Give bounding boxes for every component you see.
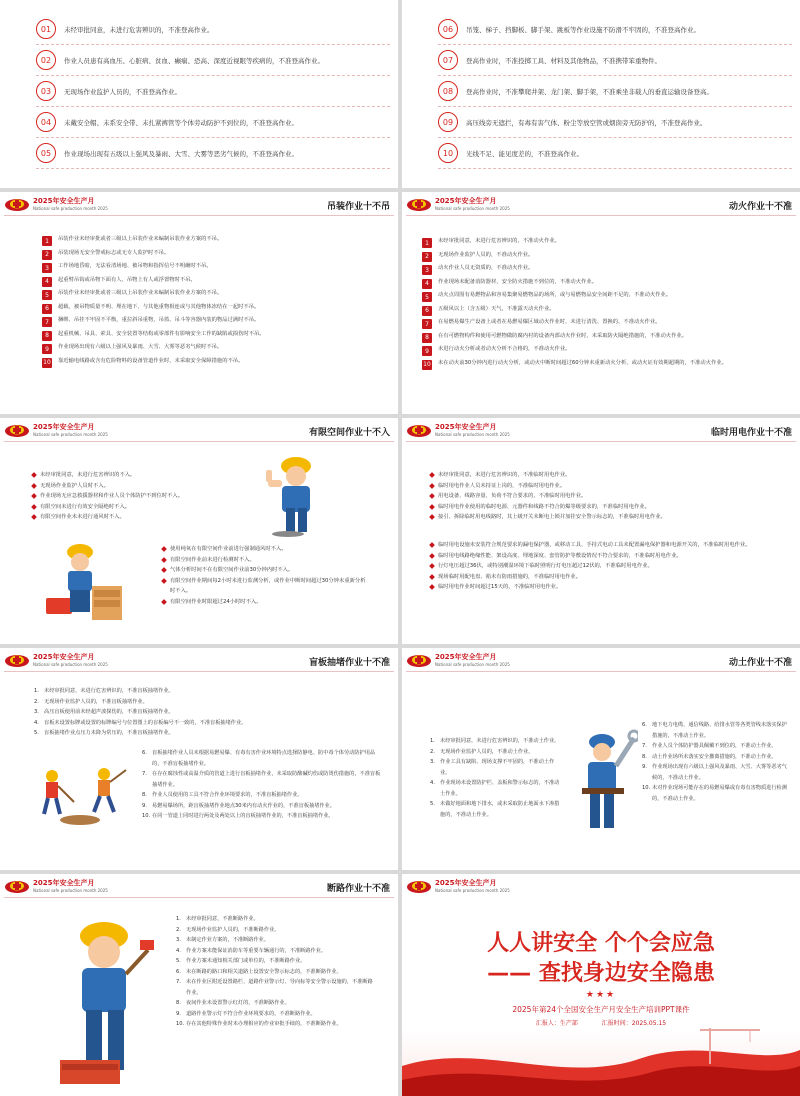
list-item (34, 707, 384, 718)
temp-power-rules-list-b (428, 540, 788, 593)
number-badge: 10 (43, 359, 51, 366)
slide-header (402, 418, 800, 442)
safety-logo-icon (406, 878, 432, 894)
list-item (42, 250, 392, 264)
rule-text: 易燃易爆场所，距盲板抽堵作业地点30米内有动火作业的，不准盲板抽堵作业。 (152, 802, 335, 809)
list-item (438, 45, 792, 76)
item-number: 4. (176, 947, 181, 954)
slide-header (0, 192, 398, 216)
list-item (422, 265, 794, 279)
safety-logo-icon (4, 652, 30, 668)
list-item (34, 718, 384, 729)
rule-text: 工作场地昏暗，无法看清场地、被吊物和指挥信号不明确时不吊。 (58, 263, 212, 269)
list-item (438, 76, 792, 107)
workers-digging-icon (34, 766, 134, 826)
list-item (34, 697, 384, 708)
safety-logo-icon (4, 878, 30, 894)
list-item (422, 306, 794, 320)
circle-number: 09 (438, 112, 458, 132)
circle-number: 06 (438, 19, 458, 39)
closing-slogan-line1: 人人讲安全 个个会应急 (487, 931, 715, 956)
header-subtitle: National safe production month 2025 (435, 888, 510, 893)
circle-number: 03 (36, 81, 56, 101)
number-badge: 3 (42, 263, 52, 273)
slide-header (402, 192, 800, 216)
rule-text: 在存在腐蚀性或高温介质的管道上进行盲板抽堵作业，未采取防酸碱灼伤或防烫伤措施的，不准盲板抽堵作业。 (152, 771, 381, 788)
number-badge: 5 (42, 290, 52, 300)
list-item: 气体分析时间不在有限空间作业前30分钟内时不入。 (160, 565, 370, 576)
list-item (430, 747, 560, 758)
list-item (42, 331, 392, 345)
list-item (176, 1019, 376, 1030)
rule-text: 作业现场出现有六级以上强风及暴雨、大雪、大雾等恶劣气候的，不准动土作业。 (652, 764, 787, 781)
item-number: 6. (142, 750, 147, 756)
rule-text: 五级风以上（含五级）天气，不准露天动火作业。 (438, 305, 555, 312)
rule-text: 未经审批同意，不准断路作业。 (186, 916, 259, 922)
item-number: 9. (642, 764, 647, 770)
rule-text: 无现场作业监护人员的，不准断路作业。 (186, 926, 280, 933)
safety-logo-icon (406, 196, 432, 212)
slide-header (402, 648, 800, 672)
list-item: 临时用电设施未安装符合规范要求的漏电保护器，或移动工具、手持式电动工具未配置漏电保护器和电源开关的，不准临时用电作业。 (428, 540, 788, 551)
list-item (176, 1009, 376, 1020)
slide-header (0, 418, 398, 442)
safety-logo-icon (406, 422, 432, 438)
header-title: 2025年安全生产月 (33, 879, 95, 887)
number-badge: 8 (42, 331, 52, 341)
list-item (422, 360, 794, 374)
item-number: 5. (34, 730, 39, 736)
list-item (422, 333, 794, 347)
list-item (42, 304, 392, 318)
rule-text: 吊笼、梯子、挡脚板、脚手架、跳板等作业设施不防滑不牢固的，不准登高作业。 (466, 25, 700, 34)
blind-plate-rules-list-a (34, 686, 384, 739)
number-badge: 10 (423, 361, 431, 368)
rule-text: 未制定作业方案的，不准断路作业。 (186, 937, 270, 943)
rule-text: 道路作业警示灯不符合作业环境要求的，不准断路作业。 (186, 1010, 316, 1017)
slide-height-rules-1 (0, 0, 398, 188)
item-number: 1. (430, 738, 435, 744)
rule-text: 未在断路的路口和相关道路上设置安全警示标志的，不准断路作业。 (186, 968, 342, 975)
excavation-rules-list-b (642, 720, 792, 804)
circle-number: 10 (438, 143, 458, 163)
item-number: 2. (34, 698, 39, 705)
rule-text: 地下电力电缆、通信线路、给排水管等各类管线未落实保护措施的，不准动土作业。 (652, 722, 787, 739)
rule-text: 动土作业场所未落实安全撤离措施的，不准动土作业。 (652, 753, 777, 760)
item-number: 3. (176, 937, 181, 943)
number-badge: 4 (422, 279, 432, 289)
list-item: 有限空间作业时限超过24小时时不入。 (160, 597, 370, 608)
item-number: 1. (176, 916, 181, 922)
list-item (42, 277, 392, 291)
slide-road-closure-rules (0, 874, 398, 1096)
circle-number: 01 (36, 19, 56, 39)
list-item (438, 14, 792, 45)
list-item (422, 238, 794, 252)
hotwork-rules-list (422, 238, 794, 373)
reporter-label: 汇报人：生产部 (535, 1020, 578, 1027)
list-item: 使用纯氧在有限空间作业前进行强制通风时不入。 (160, 544, 370, 555)
list-item: 未经审批同意，未进行危害辨识的不入。 (30, 470, 290, 481)
worker-hammer-icon (56, 910, 156, 1090)
star-divider: ★★★ (585, 990, 617, 1000)
rule-text: 登高作业时，不准投掷工具、材料及其他物品，不准携带笨重物件。 (466, 56, 661, 65)
header-divider (406, 671, 796, 672)
list-item: 行灯电压超过36伏，或特别潮湿环境下临时照明行灯电压超过12伏的，不准临时用电作业。 (428, 561, 788, 572)
list-item (642, 741, 792, 752)
rule-text: 起重臂吊钩或吊物下面有人、吊物上有人或浮置物时不吊。 (58, 276, 196, 283)
rule-text: 捆绑、吊挂不牢固不平衡，重拉斜吊重物，吊篮、吊斗等容器内装的物品过满时不吊。 (58, 317, 260, 323)
rule-text: 高压盲板使用前未经超声波探伤的，不准盲板抽堵作业。 (44, 709, 174, 715)
number-badge: 4 (42, 277, 52, 287)
list-item (34, 728, 384, 739)
item-number: 6. (642, 722, 647, 728)
list-item (36, 138, 390, 169)
list-item (176, 925, 376, 936)
rule-text: 作业方案未通知相关部门或单位的，不准断路作业。 (186, 958, 306, 964)
temp-power-rules-list-a (428, 470, 788, 523)
number-badge: 5 (422, 292, 432, 302)
slide-height-rules-2 (402, 0, 800, 188)
list-item: 现场临时用配电盘、箱未有防雨措施的，不准临时用电作业。 (428, 572, 788, 583)
rule-text: 在易燃易爆生产设备上或者在易燃易爆区域动火作业时，未进行清洗、置换的，不准动火作业。 (438, 319, 661, 325)
rule-text: 未经审批同意，未进行危害辨识的，不准动火作业。 (438, 238, 560, 244)
list-item (142, 811, 382, 822)
crane-silhouette-icon (700, 1024, 770, 1064)
list-item (42, 358, 392, 372)
worker-wrench-icon (568, 728, 638, 838)
list-item (430, 757, 560, 778)
item-number: 7. (176, 979, 181, 985)
blind-plate-rules-list-b (142, 748, 382, 822)
rule-text: 无现场作业监护人员的，不准登高作业。 (64, 87, 181, 96)
list-item (176, 914, 376, 925)
list-item (142, 790, 382, 801)
rule-text: 未戴安全帽、未系安全带、未扎紧裤管等个体劳动防护不到位的，不准登高作业。 (64, 118, 298, 127)
list-item (42, 290, 392, 304)
confined-rules-list-a (30, 470, 290, 523)
item-number: 6. (176, 968, 181, 975)
rule-text: 吊装现场无安全警戒标志或无专人监护时不吊。 (58, 249, 170, 256)
number-badge: 9 (42, 344, 52, 354)
header-title: 2025年安全生产月 (435, 653, 497, 661)
item-number: 8. (642, 753, 647, 760)
date-label: 汇报时间：2025.05.15 (601, 1020, 667, 1027)
rule-text: 在有可燃物构件和使用可燃物做防腐内衬的设备内部动火作业时，未采取防火隔绝措施的，不准动火作业。 (438, 332, 687, 339)
header-subtitle: National safe production month 2025 (435, 432, 510, 437)
item-number: 7. (642, 743, 647, 749)
rule-text: 超载，被吊物质量不明、埋在地下、与其他重物相连或与其他物体冻结在一起时不吊。 (58, 303, 260, 310)
list-item (642, 752, 792, 763)
list-item: 临时用电作业使用的临时电源、元器件和线路不符合防爆等级要求的，不准临时用电作业。 (428, 502, 788, 513)
list-item (36, 107, 390, 138)
number-badge: 6 (422, 306, 432, 316)
header-divider (406, 215, 796, 216)
header-divider (406, 441, 796, 442)
list-item (34, 686, 384, 697)
list-item (642, 762, 792, 783)
number-badge: 7 (42, 317, 52, 327)
list-item (36, 45, 390, 76)
rule-text: 作业现场出现有五级以上强风及暴雨、大雪、大雾等恶劣气候的，不准登高作业。 (64, 149, 298, 158)
header-title: 2025年安全生产月 (33, 197, 95, 205)
rule-text: 夜间作业未设置警示红灯的，不准断路作业。 (186, 1000, 290, 1006)
header-divider (4, 215, 394, 216)
number-badge: 1 (422, 238, 432, 248)
list-item: 临时用电作业时间超过15天的，不准临时用电作业。 (428, 582, 788, 593)
rule-text: 靠近输电线路或含有危险物料的设备管道作业时，未采取安全保障措施的不吊。 (58, 357, 244, 364)
item-number: 5. (176, 958, 181, 964)
circle-number: 02 (36, 50, 56, 70)
item-number: 10. (176, 1021, 185, 1027)
closing-slogan-line2: —— 查找身边安全隐患 (487, 961, 715, 986)
rule-text: 动火点周围有易燃物品和容易集聚易燃物品的场所，或与易燃物品安全间距不足的，不准动火作业。 (438, 292, 672, 298)
worker-crouching-icon (40, 538, 130, 628)
list-item (438, 138, 792, 169)
header-divider (4, 671, 394, 672)
slide-heading: 断路作业十不准 (326, 884, 390, 894)
worker-thumbs-up-icon (258, 448, 328, 538)
rule-text: 未对作业现场可能存在的易燃易爆或有毒有害物质进行检测的，不准动土作业。 (652, 785, 787, 802)
rule-text: 作业方案未能保证消防车等重要车辆通行的，不准断路作业。 (186, 947, 327, 954)
header-title: 2025年安全生产月 (33, 653, 95, 661)
list-item: 有限空间未进行有效安全隔绝时不入。 (30, 502, 290, 513)
item-number: 10. (142, 813, 151, 819)
rule-text: 作业工具有缺陷、现场支撑不牢固的，不准动土作业。 (440, 759, 555, 776)
lifting-rules-list (42, 236, 392, 371)
slide-heading: 动土作业十不准 (728, 658, 792, 668)
rule-text: 未做好地面和地下排水，或未采取防止地面水下渗措施的，不准动土作业。 (440, 801, 560, 818)
list-item (176, 956, 376, 967)
rule-text: 存在其他特殊作业时未办理相应的作业审批手续的，不准断路作业。 (186, 1021, 342, 1027)
header-title: 2025年安全生产月 (435, 423, 497, 431)
list-item: 有限空间作业期间每2小时未进行监测分析，或作业中断时间超过30分钟未重新分析时不入。 (160, 576, 370, 597)
number-badge: 8 (422, 333, 432, 343)
list-item (142, 769, 382, 790)
list-item (142, 748, 382, 769)
list-item (36, 14, 390, 45)
rule-text: 未经审批同意，未进行危害辨识的，不准盲板抽堵作业。 (44, 688, 174, 694)
header-subtitle: National safe production month 2025 (435, 662, 510, 667)
list-item (430, 778, 560, 799)
slide-excavation-rules (402, 648, 800, 870)
rule-text: 未经审批同意，未进行危害辨识的，不准动土作业。 (440, 738, 560, 744)
number-badge: 9 (422, 346, 432, 356)
list-item: 临时用电线路绝缘性能、架设高度、埋地深度、套管防护等敷设情况不符合要求的，不准临时用电作业。 (428, 551, 788, 562)
list-item (176, 946, 376, 957)
rule-text: 作业现场未设置防护栏、盖板和警示标志的，不准动土作业。 (440, 780, 560, 797)
list-item (36, 76, 390, 107)
header-title: 2025年安全生产月 (435, 197, 497, 205)
list-item (176, 935, 376, 946)
safety-logo-icon (406, 652, 432, 668)
rule-text: 未在作业区附近设置路栏、道路作业警示灯、导向标等安全警示设施的，不准断路作业。 (186, 979, 373, 996)
list-item: 临时用电作业人员未持证上岗的，不准临时用电作业。 (428, 481, 788, 492)
item-number: 2. (176, 926, 181, 933)
item-number: 10. (642, 785, 651, 791)
list-item (176, 967, 376, 978)
item-number: 7. (142, 771, 147, 777)
list-item (642, 720, 792, 741)
header-subtitle: National safe production month 2025 (33, 662, 108, 667)
slide-heading: 盲板抽堵作业十不准 (308, 658, 390, 668)
rule-text: 作业人员患有高血压、心脏病、贫血、癫痫、恐高、深度近视眼等疾病的，不准登高作业。 (64, 56, 324, 65)
header-subtitle: National safe production month 2025 (435, 206, 510, 211)
excavation-rules-list-a (430, 736, 560, 820)
number-badge: 6 (42, 304, 52, 314)
item-number: 8. (142, 792, 147, 798)
number-badge: 3 (422, 265, 432, 275)
rule-text: 吊装作业未经审批或者三级以上吊装作业未编制吊装作业方案的不吊。 (58, 290, 223, 296)
list-item (176, 998, 376, 1009)
list-item: 未经审批同意，未进行危害辨识的，不准临时用电作业。 (428, 470, 788, 481)
item-number: 4. (430, 780, 435, 786)
header-subtitle: National safe production month 2025 (33, 888, 108, 893)
item-number: 2. (430, 748, 435, 755)
circle-number: 07 (438, 50, 458, 70)
list-item: 用电设备、线路容量、负荷不符合要求的，不准临时用电作业。 (428, 491, 788, 502)
slide-confined-space-rules (0, 418, 398, 644)
header-subtitle: National safe production month 2025 (33, 432, 108, 437)
list-item (42, 317, 392, 331)
slide-heading: 临时用电作业十不准 (710, 428, 792, 438)
rule-text: 作业人员个体防护器具佩戴不到位的，不准动土作业。 (652, 743, 777, 749)
list-item (430, 799, 560, 820)
item-number: 4. (34, 719, 39, 726)
slide-temp-power-rules (402, 418, 800, 644)
slide-closing (402, 874, 800, 1096)
list-item (176, 977, 376, 998)
list-item: 有限空间作业未未进行通风时不入。 (30, 512, 290, 523)
circle-number: 08 (438, 81, 458, 101)
rule-text: 未在动火前30分钟内进行动火分析，或动火中断时间超过60分钟未重新动火分析，或动火证有效期超期的，不准动火作业。 (438, 359, 727, 366)
list-item (142, 801, 382, 812)
list-item (422, 279, 794, 293)
list-item: 接引、拆除临时用电线路时，其上级开关未断电上锁并加挂安全警示标志的，不准临时用电作业。 (428, 512, 788, 523)
rule-text: 盲板抽堵作业点压力未降为常压的，不准盲板抽堵作业。 (44, 730, 174, 736)
slide-header (0, 648, 398, 672)
slide-header (0, 874, 398, 898)
safety-logo-icon (4, 196, 30, 212)
slide-blind-plate-rules (0, 648, 398, 870)
header-title: 2025年安全生产月 (33, 423, 95, 431)
rule-text: 无现场作业监护人员的，不准盲板抽堵作业。 (44, 698, 148, 705)
list-item (642, 783, 792, 804)
slide-lifting-rules (0, 192, 398, 414)
list-item (422, 292, 794, 306)
rule-text: 登高作业时，不准攀爬井架、龙门架、脚手架，不准乘坐非载人的垂直运输设备登高。 (466, 87, 713, 96)
slide-header (402, 874, 800, 898)
rule-text: 盲板抽堵作业人员未根据易燃易爆、有毒有害作业环境特点选择防静电、防中毒个体劳动防护用品的，不准盲板抽堵作业。 (152, 750, 376, 767)
item-number: 1. (34, 688, 39, 694)
rule-text: 动火作业人员无资质的，不准动火作业。 (438, 265, 534, 271)
rule-text: 无现场作业监护人员的，不准动火作业。 (438, 251, 534, 258)
list-item: 作业现场无应急救援器材和作业人员个体防护不到位时不入。 (30, 491, 290, 502)
number-badge: 2 (422, 252, 432, 262)
item-number: 8. (176, 1000, 181, 1006)
list-item (422, 319, 794, 333)
slide-heading: 有限空间作业十不入 (308, 428, 390, 438)
circle-number: 05 (36, 143, 56, 163)
item-number: 3. (430, 759, 435, 765)
slide-heading: 吊装作业十不吊 (326, 202, 390, 212)
number-badge: 7 (422, 319, 432, 329)
list-item (42, 263, 392, 277)
header-divider (4, 441, 394, 442)
slide-heading: 动火作业十不准 (728, 202, 792, 212)
rule-text: 作业人员使用的工具不符合作业环境要求的，不准盲板抽堵作业。 (152, 792, 303, 798)
rule-text: 作业现场出现有六级以上强风及暴雨、大雪、大雾等恶劣气候时不吊。 (58, 344, 223, 350)
item-number: 5. (430, 801, 435, 807)
rule-text: 未经审批同意，未进行危害辨识的，不准登高作业。 (64, 25, 214, 34)
item-number: 3. (34, 709, 39, 715)
rule-text: 盲板未设置标牌或设置的标牌编号与位置图上的盲板编号不一致的，不准盲板抽堵作业。 (44, 719, 247, 726)
item-number: 9. (142, 802, 147, 809)
header-divider (4, 897, 394, 898)
slide-hotwork-rules (402, 192, 800, 414)
height-rules-list-1 (36, 14, 390, 169)
list-item (422, 346, 794, 360)
list-item (422, 252, 794, 266)
item-number: 9. (176, 1010, 181, 1017)
safety-logo-icon (4, 422, 30, 438)
rule-text: 未进行动火分析或者动火分析不合格的，不准动火作业。 (438, 346, 571, 352)
closing-subtitle: 2025年第24个全国安全生产月安全生产培训PPT课件 (512, 1005, 690, 1014)
rule-text: 吊装作业未经审批或者三级以上吊装作业未编制吊装作业方案的不吊。 (58, 236, 223, 242)
road-closure-rules-list (176, 914, 376, 1030)
header-title: 2025年安全生产月 (435, 879, 497, 887)
list-item (430, 736, 560, 747)
rule-text: 起重机械、吊具、索具、安全装置等结构或零部件有影响安全工作的缺陷或损伤时不吊。 (58, 330, 265, 337)
list-item (42, 236, 392, 250)
confined-rules-list-b (160, 544, 370, 607)
rule-text: 高压线旁无遮拦，有毒有害气体、粉尘等放空管或烟囱旁无防护的，不准登高作业。 (466, 118, 707, 127)
list-item: 无现场作业监护人员时不入。 (30, 481, 290, 492)
header-subtitle: National safe production month 2025 (33, 206, 108, 211)
rule-text: 在同一管道上同时进行两处及两处以上的盲板抽堵作业的，不准盲板抽堵作业。 (152, 813, 334, 819)
number-badge: 2 (42, 250, 52, 260)
list-item (438, 107, 792, 138)
height-rules-list-2 (438, 14, 792, 169)
rule-text: 作业现场未配备消防器材，安全防火措施不到位的，不准动火作业。 (438, 278, 597, 285)
rule-text: 光线不足、能见度差的，不准登高作业。 (466, 149, 583, 158)
list-item: 有限空间作业前未进行检测时不入。 (160, 555, 370, 566)
rule-text: 无现场作业监护人员的，不准动土作业。 (440, 748, 534, 755)
circle-number: 04 (36, 112, 56, 132)
list-item (42, 344, 392, 358)
number-badge: 1 (42, 236, 52, 246)
